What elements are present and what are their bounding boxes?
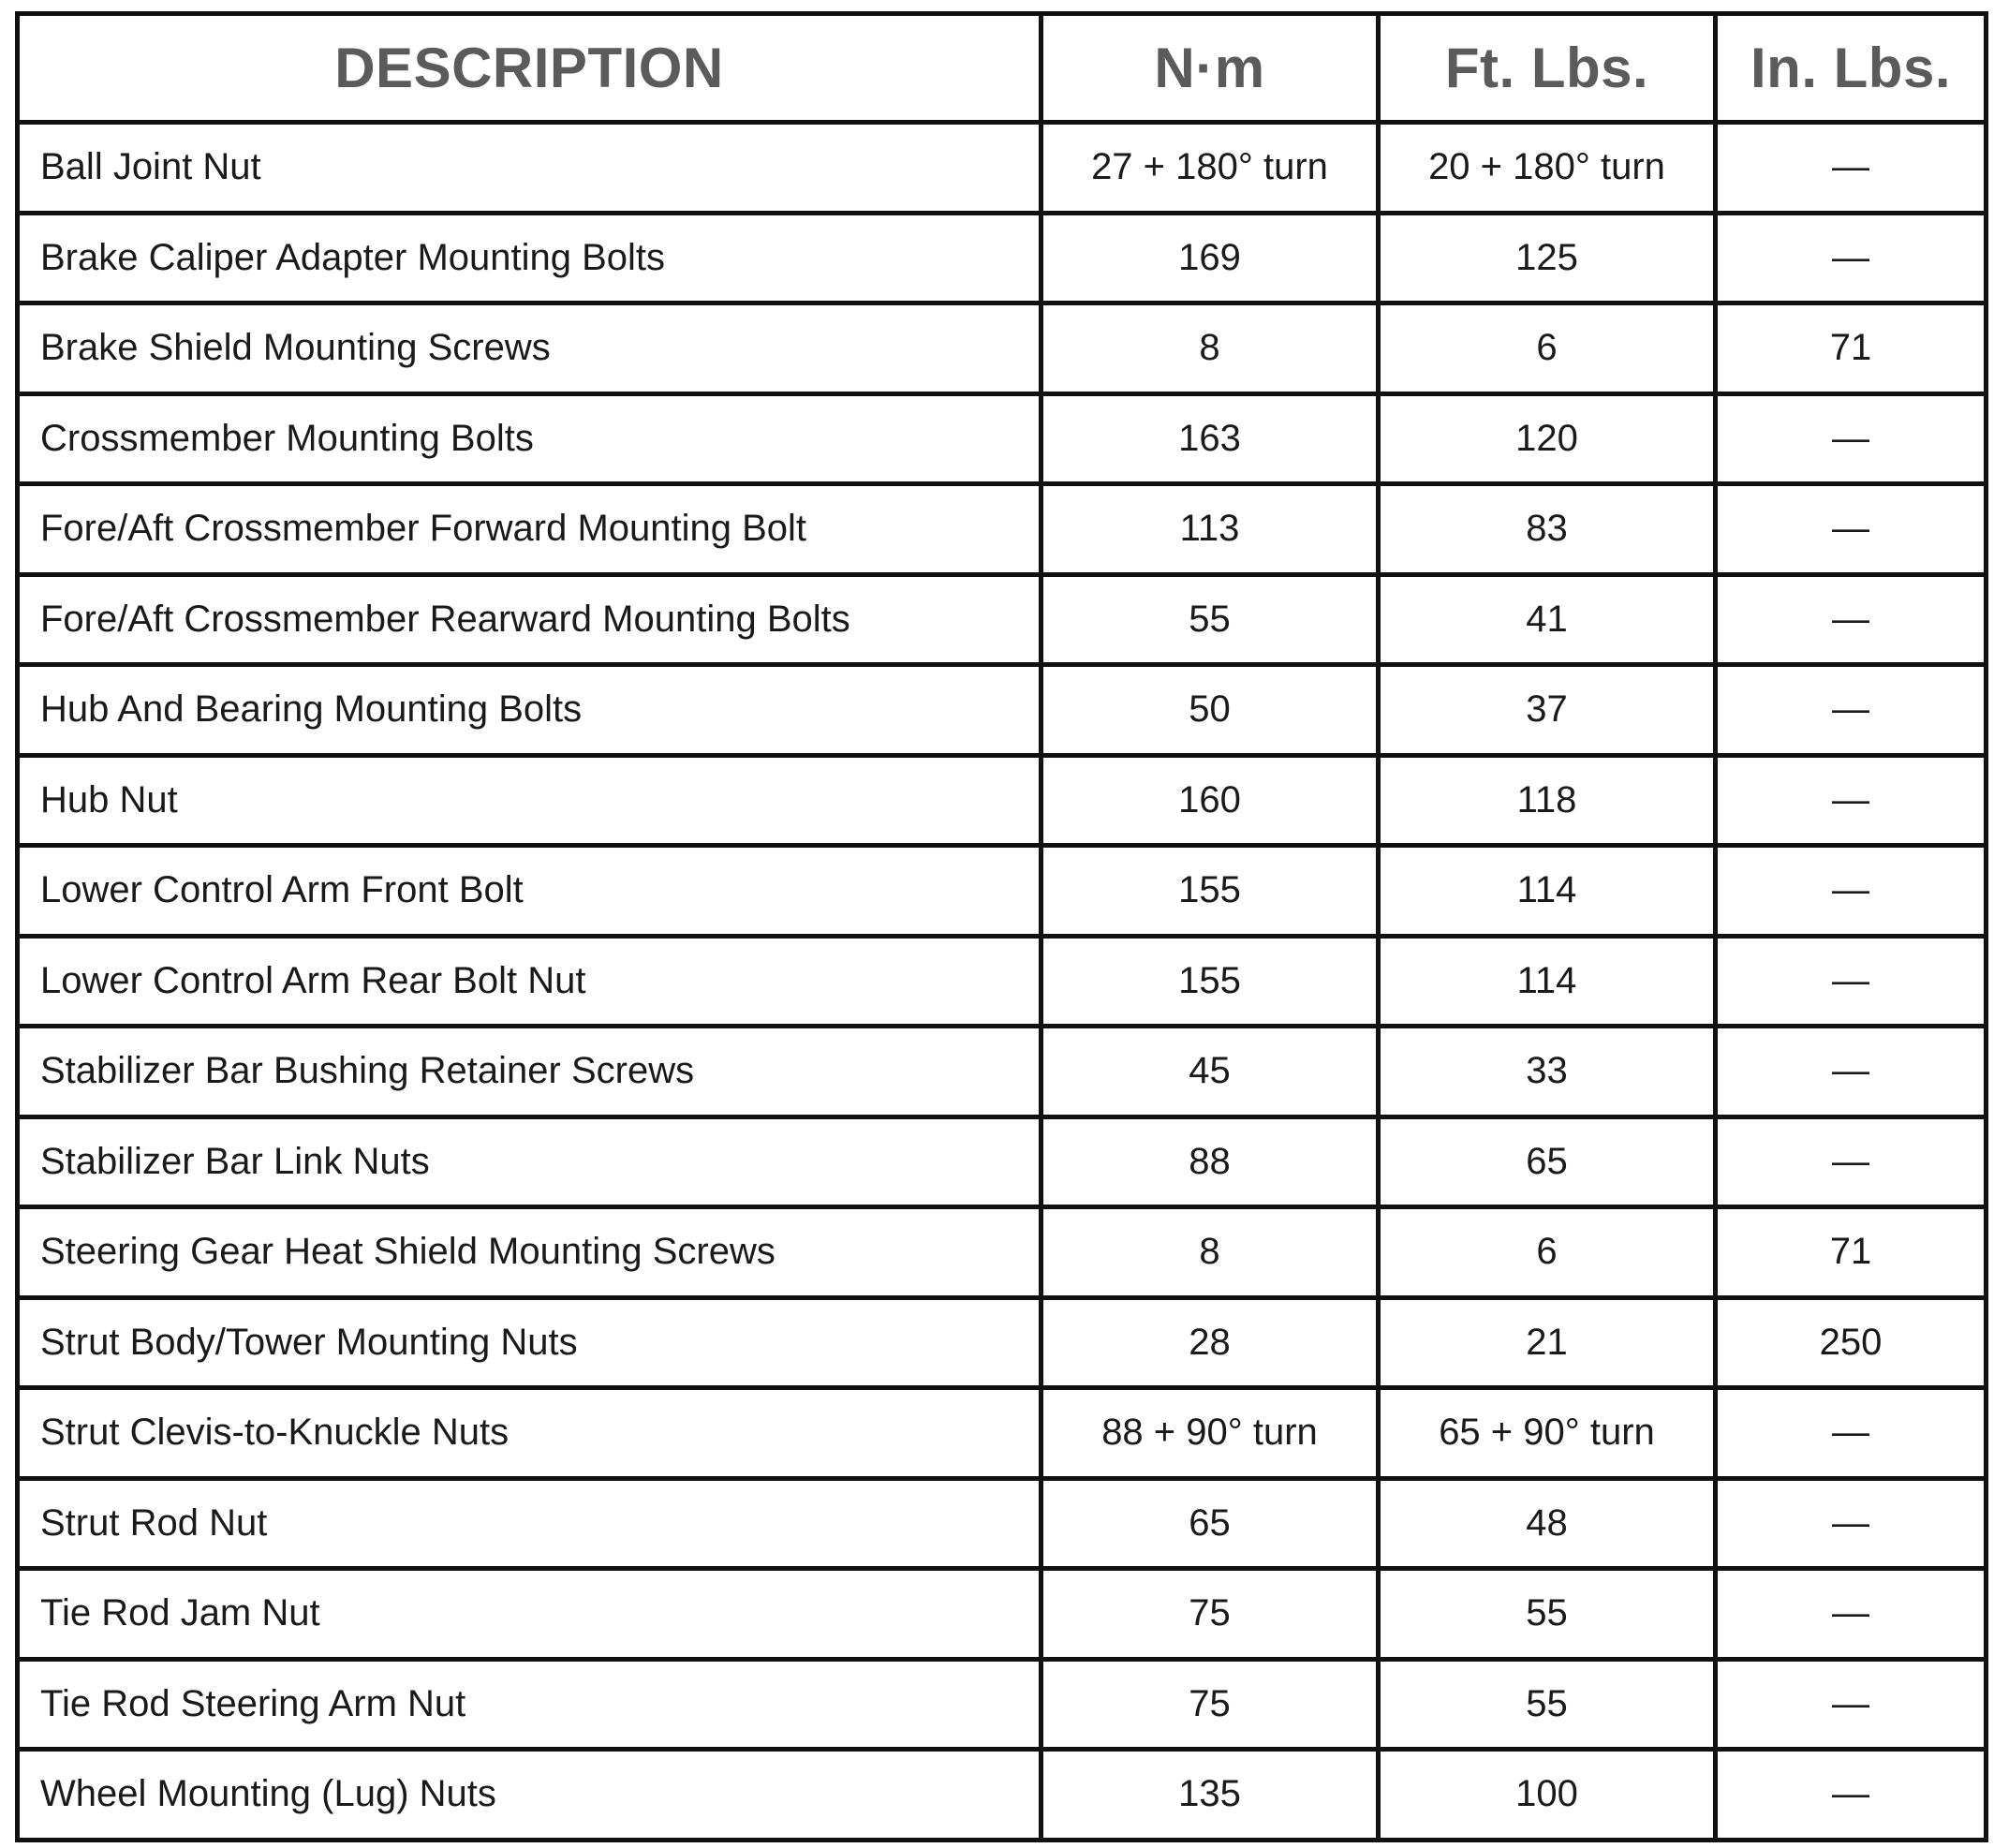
cell-description: Ball Joint Nut <box>18 123 1041 214</box>
table-row <box>18 574 1987 665</box>
cell-description: Lower Control Arm Rear Bolt Nut <box>18 936 1041 1027</box>
cell-in-lbs: — <box>1716 393 1987 484</box>
cell-nm: 169 <box>1041 213 1379 303</box>
cell-ft-lbs: 20 + 180° turn <box>1379 123 1716 214</box>
header-in-lbs: In. Lbs. <box>1716 14 1987 123</box>
cell-nm: 155 <box>1041 936 1379 1027</box>
cell-in-lbs: — <box>1716 574 1987 665</box>
table-row <box>18 1478 1987 1569</box>
table-row <box>18 123 1987 214</box>
cell-description: Fore/Aft Crossmember Rearward Mounting Bolts <box>18 574 1041 665</box>
table-row <box>18 213 1987 303</box>
cell-ft-lbs: 55 <box>1379 1659 1716 1750</box>
cell-description: Hub And Bearing Mounting Bolts <box>18 665 1041 756</box>
cell-description: Lower Control Arm Front Bolt <box>18 846 1041 937</box>
cell-ft-lbs: 114 <box>1379 846 1716 937</box>
cell-description: Stabilizer Bar Link Nuts <box>18 1116 1041 1207</box>
cell-description: Strut Rod Nut <box>18 1478 1041 1569</box>
cell-in-lbs: — <box>1716 1569 1987 1660</box>
cell-ft-lbs: 120 <box>1379 393 1716 484</box>
cell-nm: 88 + 90° turn <box>1041 1388 1379 1479</box>
cell-in-lbs: — <box>1716 1388 1987 1479</box>
cell-nm: 28 <box>1041 1297 1379 1388</box>
cell-ft-lbs: 100 <box>1379 1750 1716 1841</box>
cell-description: Wheel Mounting (Lug) Nuts <box>18 1750 1041 1841</box>
cell-nm: 27 + 180° turn <box>1041 123 1379 214</box>
cell-ft-lbs: 48 <box>1379 1478 1716 1569</box>
cell-ft-lbs: 37 <box>1379 665 1716 756</box>
cell-in-lbs: — <box>1716 1027 1987 1117</box>
cell-ft-lbs: 118 <box>1379 755 1716 846</box>
cell-in-lbs: — <box>1716 755 1987 846</box>
cell-in-lbs: — <box>1716 1659 1987 1750</box>
table-row <box>18 393 1987 484</box>
cell-in-lbs: — <box>1716 213 1987 303</box>
cell-description: Hub Nut <box>18 755 1041 846</box>
table-row <box>18 303 1987 394</box>
cell-description: Fore/Aft Crossmember Forward Mounting Bolt <box>18 484 1041 575</box>
cell-description: Crossmember Mounting Bolts <box>18 393 1041 484</box>
cell-in-lbs: 71 <box>1716 1207 1987 1298</box>
cell-in-lbs: — <box>1716 665 1987 756</box>
cell-in-lbs: — <box>1716 936 1987 1027</box>
table-row <box>18 1027 1987 1117</box>
table-row <box>18 1659 1987 1750</box>
cell-description: Brake Shield Mounting Screws <box>18 303 1041 394</box>
table-row <box>18 1297 1987 1388</box>
cell-in-lbs: — <box>1716 123 1987 214</box>
table-row <box>18 936 1987 1027</box>
cell-description: Steering Gear Heat Shield Mounting Screws <box>18 1207 1041 1298</box>
table-row <box>18 1750 1987 1841</box>
cell-nm: 50 <box>1041 665 1379 756</box>
cell-nm: 113 <box>1041 484 1379 575</box>
table-row <box>18 1569 1987 1660</box>
cell-in-lbs: — <box>1716 484 1987 575</box>
cell-nm: 65 <box>1041 1478 1379 1569</box>
cell-in-lbs: — <box>1716 1750 1987 1841</box>
cell-description: Brake Caliper Adapter Mounting Bolts <box>18 213 1041 303</box>
cell-description: Strut Clevis-to-Knuckle Nuts <box>18 1388 1041 1479</box>
cell-in-lbs: — <box>1716 846 1987 937</box>
cell-ft-lbs: 6 <box>1379 1207 1716 1298</box>
header-ft-lbs: Ft. Lbs. <box>1379 14 1716 123</box>
cell-description: Tie Rod Steering Arm Nut <box>18 1659 1041 1750</box>
torque-specification-table <box>15 11 1988 1842</box>
cell-ft-lbs: 6 <box>1379 303 1716 394</box>
cell-ft-lbs: 65 <box>1379 1116 1716 1207</box>
cell-nm: 8 <box>1041 1207 1379 1298</box>
table-header-row <box>18 14 1987 123</box>
table-row <box>18 1388 1987 1479</box>
cell-nm: 75 <box>1041 1569 1379 1660</box>
cell-nm: 8 <box>1041 303 1379 394</box>
cell-in-lbs: 250 <box>1716 1297 1987 1388</box>
cell-ft-lbs: 33 <box>1379 1027 1716 1117</box>
table-row <box>18 1207 1987 1298</box>
cell-ft-lbs: 125 <box>1379 213 1716 303</box>
cell-ft-lbs: 41 <box>1379 574 1716 665</box>
cell-nm: 135 <box>1041 1750 1379 1841</box>
table-row <box>18 1116 1987 1207</box>
cell-ft-lbs: 83 <box>1379 484 1716 575</box>
cell-nm: 75 <box>1041 1659 1379 1750</box>
cell-nm: 160 <box>1041 755 1379 846</box>
cell-ft-lbs: 65 + 90° turn <box>1379 1388 1716 1479</box>
cell-ft-lbs: 55 <box>1379 1569 1716 1660</box>
table-row <box>18 665 1987 756</box>
table-row <box>18 484 1987 575</box>
cell-in-lbs: — <box>1716 1478 1987 1569</box>
cell-nm: 55 <box>1041 574 1379 665</box>
cell-nm: 163 <box>1041 393 1379 484</box>
cell-in-lbs: — <box>1716 1116 1987 1207</box>
cell-nm: 155 <box>1041 846 1379 937</box>
cell-description: Strut Body/Tower Mounting Nuts <box>18 1297 1041 1388</box>
cell-ft-lbs: 114 <box>1379 936 1716 1027</box>
cell-description: Tie Rod Jam Nut <box>18 1569 1041 1660</box>
header-nm: N·m <box>1041 14 1379 123</box>
cell-nm: 45 <box>1041 1027 1379 1117</box>
cell-nm: 88 <box>1041 1116 1379 1207</box>
cell-ft-lbs: 21 <box>1379 1297 1716 1388</box>
cell-description: Stabilizer Bar Bushing Retainer Screws <box>18 1027 1041 1117</box>
table-row <box>18 755 1987 846</box>
table-row <box>18 846 1987 937</box>
header-description: DESCRIPTION <box>18 14 1041 123</box>
cell-in-lbs: 71 <box>1716 303 1987 394</box>
